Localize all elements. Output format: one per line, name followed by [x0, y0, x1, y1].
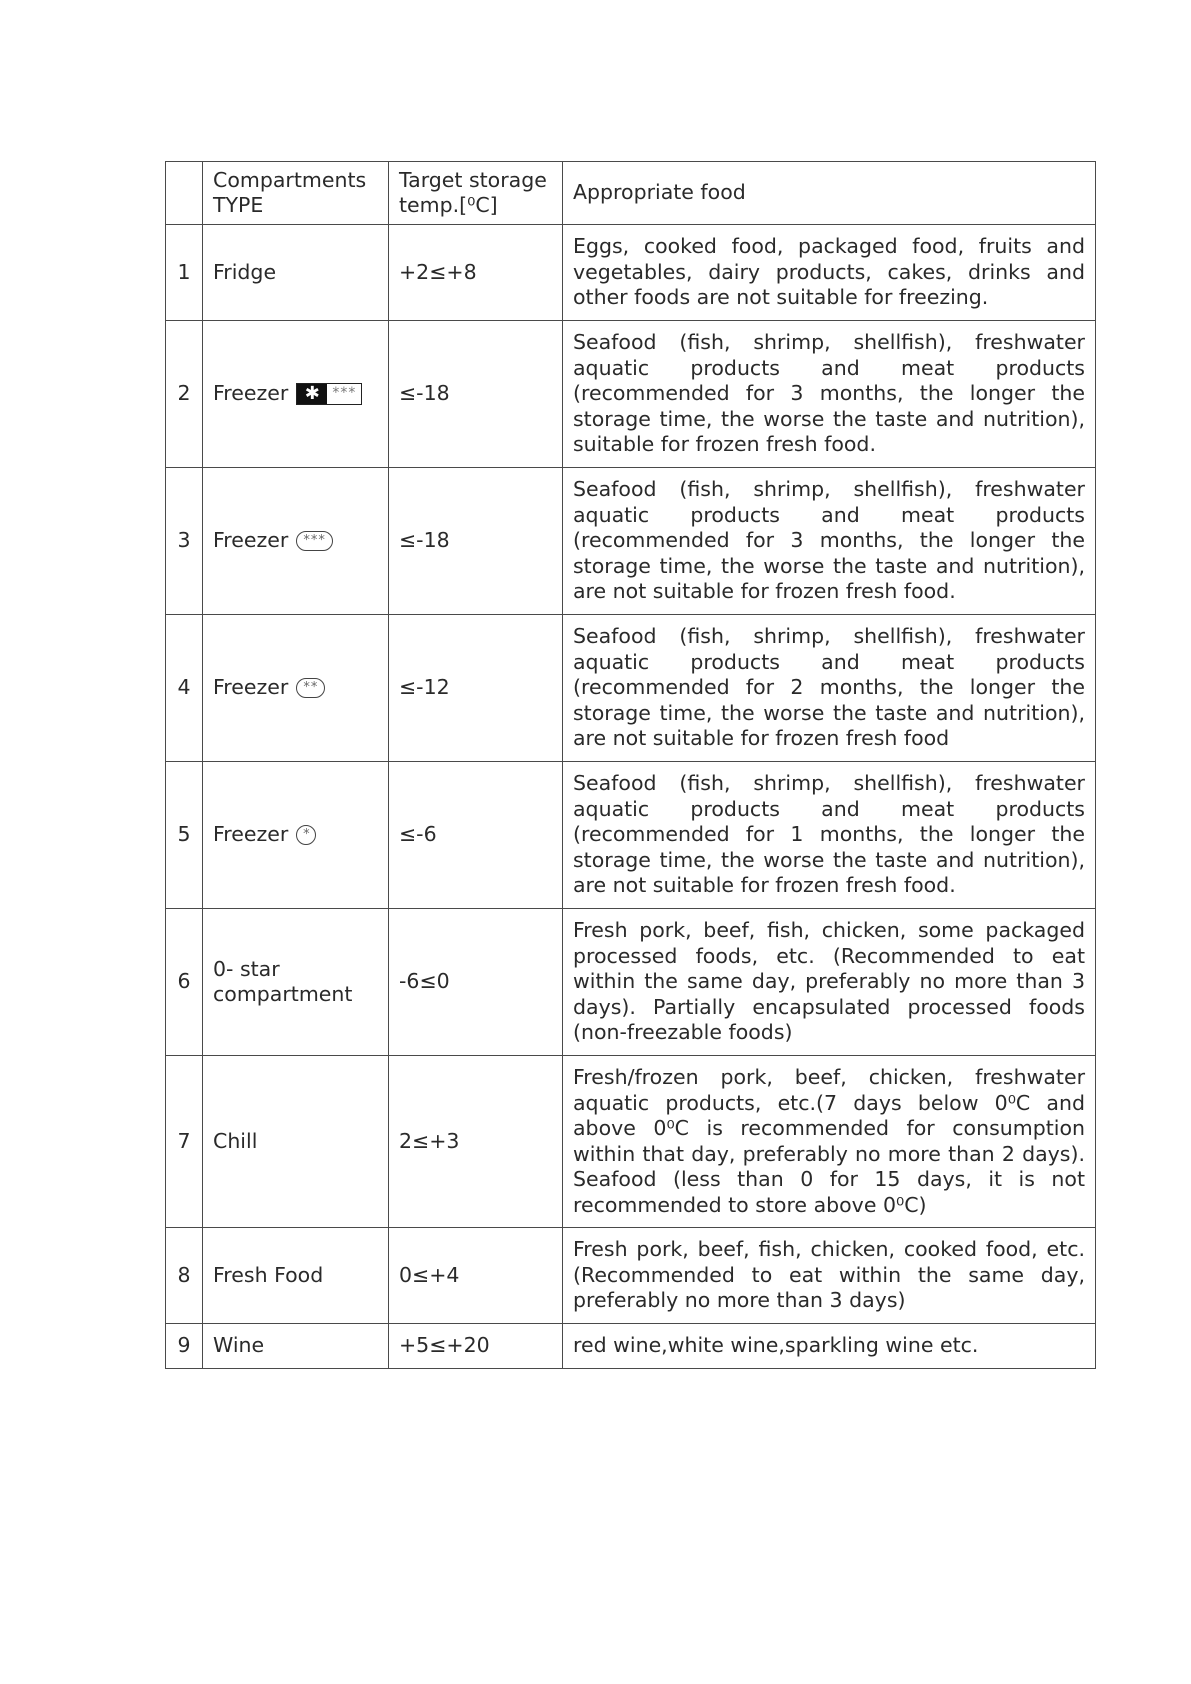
header-food-cell: Appropriate food: [563, 162, 1096, 225]
snowflake-glyph: ✱: [297, 384, 327, 404]
storage-temp: ≤-12: [389, 615, 563, 762]
appropriate-food: Fresh/frozen pork, beef, chicken, freshwater aquatic products, etc.(7 days below 0⁰C and above 0⁰C is recommended for consumption within that day, preferably no more than 2 days). Seafood (less than 0 for 15 days, it is not recommended to store above 0⁰C): [563, 1056, 1096, 1228]
storage-temp: +5≤+20: [389, 1324, 563, 1369]
compartment-type-cell: [203, 321, 389, 468]
appropriate-food: Fresh pork, beef, fish, chicken, some packaged processed foods, etc. (Recommended to eat within the same day, preferably no more than 3 days). Partially encapsulated processed foods (non-freezable foods): [563, 909, 1096, 1056]
table-row: [166, 762, 1096, 909]
header-temp-cell: [389, 162, 563, 225]
row-number: 5: [166, 762, 203, 909]
storage-temp: 2≤+3: [389, 1056, 563, 1228]
row-number: 1: [166, 225, 203, 321]
header-temp-line1: Target storage: [399, 167, 547, 192]
table-row: [166, 1324, 1096, 1369]
table-row: [166, 1056, 1096, 1228]
compartment-type: Freezer: [213, 675, 289, 700]
appropriate-food: Seafood (fish, shrimp, shellfish), freshwater aquatic products and meat products (recommended for 3 months, the longer the storage time, the worse the taste and nutrition), are not suitable for frozen fresh food.: [563, 468, 1096, 615]
one-star-icon: *: [296, 825, 316, 845]
appropriate-food: Fresh pork, beef, fish, chicken, cooked food, etc. (Recommended to eat within the same day, preferably no more than 3 days): [563, 1228, 1096, 1324]
table-row: [166, 468, 1096, 615]
compartment-type-cell: [203, 909, 389, 1056]
compartment-type: Freezer: [213, 381, 289, 406]
header-type-cell: [203, 162, 389, 225]
appropriate-food: Eggs, cooked food, packaged food, fruits and vegetables, dairy products, cakes, drinks and other foods are not suitable for freezing.: [563, 225, 1096, 321]
row-number: 6: [166, 909, 203, 1056]
table-row: [166, 225, 1096, 321]
compartment-type-cell: [203, 615, 389, 762]
row-number: 3: [166, 468, 203, 615]
appropriate-food: Seafood (fish, shrimp, shellfish), freshwater aquatic products and meat products (recommended for 3 months, the longer the storage time, the worse the taste and nutrition), suitable for frozen fresh food.: [563, 321, 1096, 468]
compartment-type-cell: [203, 762, 389, 909]
storage-temp: +2≤+8: [389, 225, 563, 321]
two-star-icon: **: [296, 678, 325, 698]
table-row: [166, 615, 1096, 762]
snowflake-four-star-icon: [296, 383, 362, 405]
star-rating: ***: [332, 385, 357, 402]
compartment-type: Freezer: [213, 822, 289, 847]
storage-temp: -6≤0: [389, 909, 563, 1056]
row-number: 8: [166, 1228, 203, 1324]
table-row: [166, 1228, 1096, 1324]
appropriate-food: Seafood (fish, shrimp, shellfish), freshwater aquatic products and meat products (recommended for 1 months, the longer the storage time, the worse the taste and nutrition), are not suitable for frozen fresh food.: [563, 762, 1096, 909]
storage-temp: ≤-18: [389, 321, 563, 468]
compartment-type: Fridge: [203, 225, 389, 321]
storage-temp: ≤-18: [389, 468, 563, 615]
table-row: [166, 909, 1096, 1056]
compartment-type-line1: 0- star: [213, 956, 280, 981]
compartment-type-cell: [203, 468, 389, 615]
compartment-type: Freezer: [213, 528, 289, 553]
row-number: 4: [166, 615, 203, 762]
storage-temp: ≤-6: [389, 762, 563, 909]
header-num-cell: [166, 162, 203, 225]
header-type-line1: Compartments: [213, 167, 367, 192]
compartment-type: Fresh Food: [203, 1228, 389, 1324]
three-star-icon: ***: [296, 531, 333, 551]
header-temp-line2: temp.[⁰C]: [399, 193, 498, 217]
storage-table: [165, 161, 1096, 1369]
compartment-type-line2: compartment: [213, 982, 353, 1006]
compartment-type: Chill: [203, 1056, 389, 1228]
storage-temp: 0≤+4: [389, 1228, 563, 1324]
appropriate-food: red wine,white wine,sparkling wine etc.: [563, 1324, 1096, 1369]
row-number: 2: [166, 321, 203, 468]
appropriate-food: Seafood (fish, shrimp, shellfish), freshwater aquatic products and meat products (recommended for 2 months, the longer the storage time, the worse the taste and nutrition), are not suitable for frozen fresh food: [563, 615, 1096, 762]
header-type-line2: TYPE: [213, 193, 264, 217]
table-row: [166, 321, 1096, 468]
row-number: 7: [166, 1056, 203, 1228]
table-header-row: [166, 162, 1096, 225]
row-number: 9: [166, 1324, 203, 1369]
compartment-type: Wine: [203, 1324, 389, 1369]
